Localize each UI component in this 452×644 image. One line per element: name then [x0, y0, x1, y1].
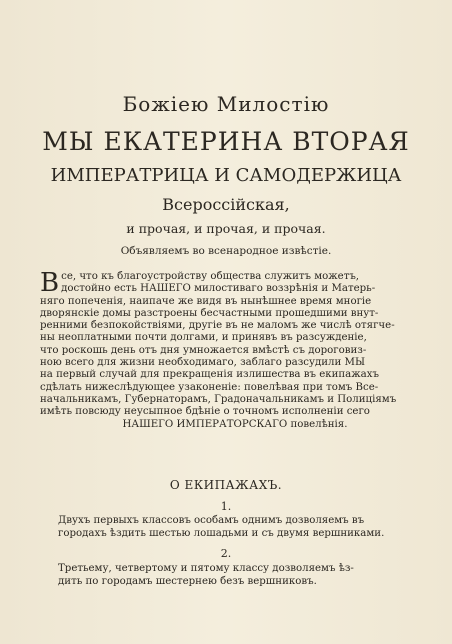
article-number: 2. — [220, 547, 232, 560]
preamble-line: на первый случай для прекращенiя излишества въ екипажахъ — [40, 369, 379, 381]
article-line: дить по городамъ шестернею безъ вершниковъ. — [58, 576, 317, 587]
article-line: Третьему, четвертому и пятому классу дозволяемъ ѣз- — [58, 563, 354, 574]
section-title-carriages: О ЕКИПАЖАХЪ. — [169, 478, 283, 492]
preamble-line: ною всего для жизни необходимаго, заблаго разсудили МЫ — [40, 357, 366, 369]
header-all-russian: Всероссiйская, — [162, 195, 290, 214]
header-and-so-on: и прочая, и прочая, и прочая. — [126, 221, 326, 236]
header-by-gods-grace: Божiею Милостiю — [122, 92, 330, 116]
preamble-line: се, что къ благоустройству общества служитъ можетъ, — [61, 271, 360, 282]
preamble-line: сдѣлать нижеслѣдующее узаконенiе: повелѣвая при томъ Все- — [40, 381, 379, 393]
preamble-line: достойно есть НАШЕГО милостиваго воззрѣнiя и Матерь- — [61, 283, 376, 295]
preamble-line: что роскошь день отъ дня умножается вмѣстѣ съ дороговиз- — [40, 344, 367, 356]
preamble-line: няго попеченiя, наипаче же видя въ нынѣшнее время многiе — [40, 295, 372, 307]
article-line: городахъ ѣздить шестью лошадьми и съ двумя вершниками. — [58, 528, 385, 539]
preamble-line: НАШЕГО ИМПЕРАТОРСКАГО повелѣнiя. — [122, 418, 348, 430]
drop-cap-letter: В — [40, 268, 60, 298]
decree-preamble — [40, 268, 430, 431]
preamble-line: ны неоплатными почти долгами, и принявъ въ разсужденiе, — [40, 332, 367, 344]
preamble-line: начальникамъ, Губернаторамъ, Градоначальникамъ и Полицiямъ — [40, 393, 397, 405]
article-line: Двухъ первыхъ классовъ особамъ однимъ дозволяемъ въ — [58, 515, 365, 526]
header-announcement: Объявляемъ во всенародное извѣстiе. — [120, 245, 332, 257]
header-empress-autocrat: ИМПЕРАТРИЦА И САМОДЕРЖИЦА — [50, 165, 402, 186]
header-we-catherine-second: МЫ ЕКАТЕРИНА ВТОРАЯ — [42, 127, 410, 156]
preamble-line: ренними безпокойствiями, другiе въ не маломъ же числѣ отягче- — [40, 320, 395, 332]
article-number: 1. — [220, 500, 232, 513]
preamble-line: дворянскiе домы разстроены бесчастными прошедшими внут- — [40, 307, 379, 319]
article-2-text — [58, 562, 428, 588]
preamble-line: имѣть повсюду неусыпное бдѣнiе о точномъ исполненiи сего — [40, 406, 370, 418]
article-1-text — [58, 514, 428, 540]
